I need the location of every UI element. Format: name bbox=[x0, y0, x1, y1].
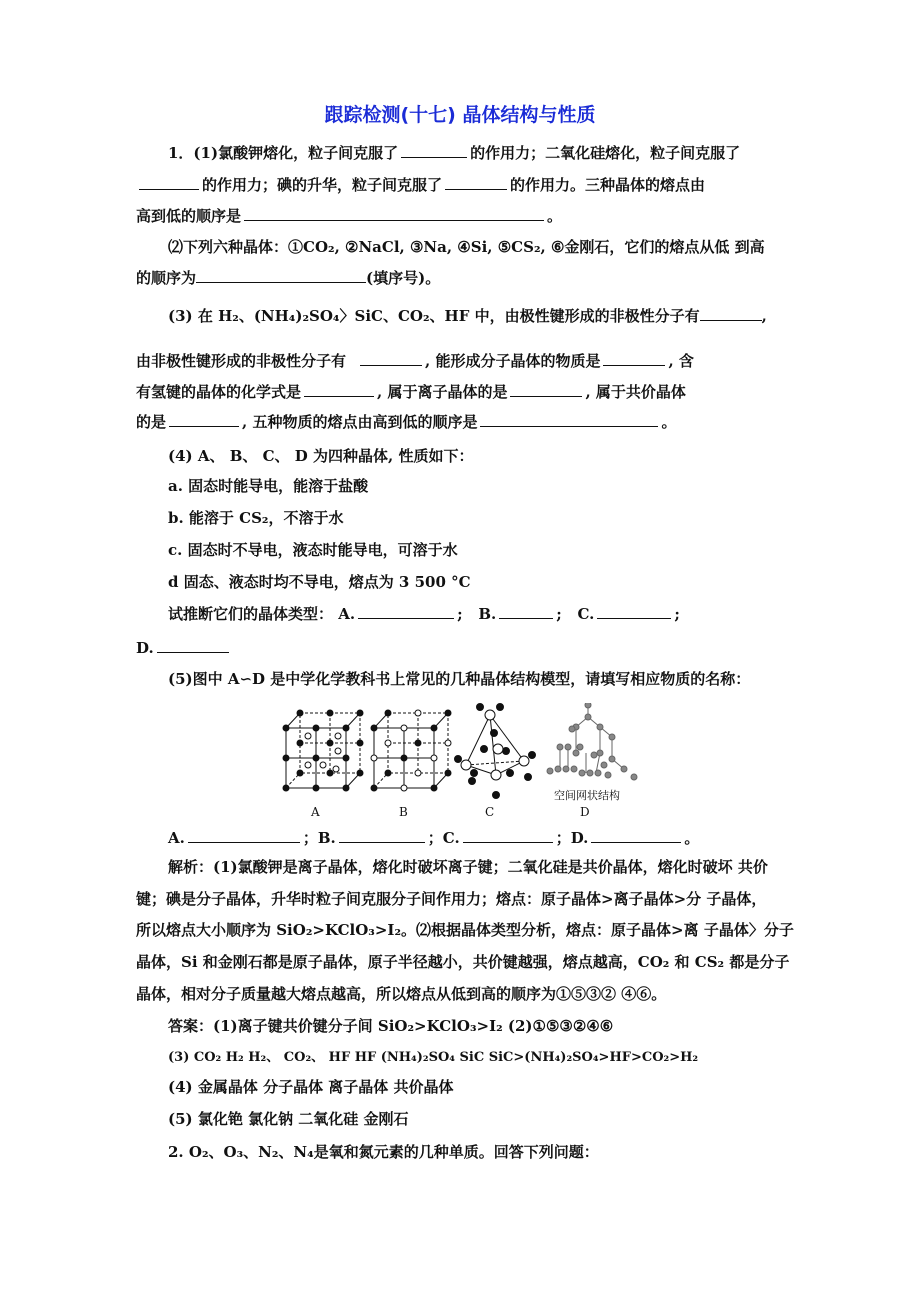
analysis-line-4: 晶体，Si 和金刚石都是原子晶体，原子半径越小，共价键越强，熔点越高，CO₂ 和 CS₂ 都是分子 bbox=[136, 953, 790, 971]
text: (填序号)。 bbox=[366, 269, 441, 287]
blank-4D[interactable] bbox=[157, 638, 229, 653]
text: (3) 在 H₂、(NH₄)₂SO₄〉SiC、CO₂、HF 中，由极性键形成的非极性分子有 bbox=[168, 307, 700, 325]
fig-label-C: C bbox=[485, 805, 495, 819]
text: , 属于离子晶体的是 bbox=[377, 383, 508, 401]
label-D: D. bbox=[136, 639, 154, 657]
q1-p1-line3 bbox=[136, 206, 796, 226]
text: 有氢键的晶体的化学式是 bbox=[136, 383, 302, 401]
answer-label: 答案： bbox=[168, 1017, 214, 1035]
answer-line-1 bbox=[168, 1016, 828, 1036]
q1-p5-answers bbox=[168, 828, 828, 848]
analysis-line-5: 晶体，相对分子质量越大熔点越高，所以熔点从低到高的顺序为①⑤③② ④⑥。 bbox=[136, 985, 667, 1003]
label-C: C. bbox=[577, 605, 595, 623]
text: , 能形成分子晶体的物质是 bbox=[425, 352, 601, 370]
label-D: ；D. bbox=[555, 829, 589, 847]
text: 的是 bbox=[136, 413, 167, 431]
text: 。 bbox=[684, 829, 700, 847]
blank-7[interactable] bbox=[360, 351, 422, 366]
answer-line-3: (3) CO₂ H₂ H₂、 CO₂、 HF HF (NH₄)₂SO₄ SiC SiC>(NH₄)₂SO₄>HF>CO₂>H₂ bbox=[168, 1050, 699, 1065]
blank-9[interactable] bbox=[304, 382, 374, 397]
blank-2[interactable] bbox=[139, 175, 199, 190]
model-B bbox=[371, 710, 451, 791]
text: ; bbox=[674, 605, 680, 623]
blank-4A[interactable] bbox=[358, 604, 454, 619]
q1-p5-intro: (5)图中 A∽D 是中学化学教科书上常见的几种晶体结构模型，请填写相应物质的名称： bbox=[168, 670, 751, 688]
q1-p2-line2 bbox=[136, 268, 796, 288]
text: 。 bbox=[661, 413, 677, 431]
text: 1．(1)氯酸钾熔化，粒子间克服了 bbox=[168, 144, 399, 162]
blank-5D[interactable] bbox=[591, 828, 681, 843]
text: 高到低的顺序是 bbox=[136, 207, 242, 225]
blank-3[interactable] bbox=[445, 175, 507, 190]
text: , 含 bbox=[668, 352, 694, 370]
blank-4B[interactable] bbox=[499, 604, 553, 619]
text: 由非极性键形成的非极性分子有 bbox=[136, 352, 347, 370]
q1-p3-line3 bbox=[136, 382, 796, 402]
answer-line-4: (4) 金属晶体 分子晶体 离子晶体 共价晶体 bbox=[168, 1078, 454, 1096]
label-B: ；B. bbox=[302, 829, 336, 847]
text: ; bbox=[457, 605, 463, 623]
q1-p3-line1 bbox=[168, 306, 828, 326]
blank-5B[interactable] bbox=[339, 828, 425, 843]
text: 。 bbox=[547, 207, 563, 225]
blank-11[interactable] bbox=[169, 412, 239, 427]
label-A: A. bbox=[168, 829, 185, 847]
blank-4[interactable] bbox=[244, 206, 544, 221]
blank-5C[interactable] bbox=[463, 828, 553, 843]
label-C: ；C. bbox=[427, 829, 460, 847]
page-title: 跟踪检测(十七) 晶体结构与性质 bbox=[324, 104, 596, 126]
blank-10[interactable] bbox=[510, 382, 582, 397]
text: 试推断它们的晶体类型： bbox=[168, 605, 334, 623]
crystal-structures-figure bbox=[278, 703, 638, 819]
blank-6[interactable] bbox=[700, 306, 762, 321]
label-A: A. bbox=[338, 605, 356, 623]
blank-5A[interactable] bbox=[188, 828, 300, 843]
blank-12[interactable] bbox=[480, 412, 658, 427]
text: , 属于共价晶体 bbox=[585, 383, 686, 401]
model-D bbox=[547, 703, 637, 780]
text: (1)氯酸钾是离子晶体，熔化时破坏离子键；二氧化硅是共价晶体，熔化时破坏 共价 bbox=[213, 858, 768, 876]
analysis-label: 解析： bbox=[168, 858, 214, 876]
text: , bbox=[761, 307, 767, 325]
q1-p4-d: d 固态、液态时均不导电，熔点为 3 500 °C bbox=[168, 573, 471, 591]
q1-p4-d-line bbox=[136, 638, 796, 658]
q1-p4-ask bbox=[168, 604, 828, 624]
analysis-line-2: 键；碘是分子晶体，升华时粒子间克服分子间作用力；熔点：原子晶体>离子晶体>分 子晶体， bbox=[136, 890, 767, 908]
model-A bbox=[283, 710, 363, 791]
label-B: B. bbox=[478, 605, 497, 623]
q2-intro: 2. O₂、O₃、N₂、N₄是氧和氮元素的几种单质。回答下列问题： bbox=[168, 1143, 599, 1161]
q1-p1-line2 bbox=[136, 175, 796, 195]
q1-p1-line1 bbox=[168, 143, 828, 163]
fig-caption-D: 空间网状结构 bbox=[554, 789, 620, 802]
text: (1)离子键共价键分子间 SiO₂>KClO₃>I₂ (2)①⑤③②④⑥ bbox=[213, 1017, 614, 1035]
text: , 五种物质的熔点由高到低的顺序是 bbox=[242, 413, 478, 431]
q1-p4-b: b. 能溶于 CS₂，不溶于水 bbox=[168, 509, 344, 527]
blank-8[interactable] bbox=[603, 351, 665, 366]
fig-label-D: D bbox=[580, 805, 590, 819]
q1-p4-a: a. 固态时能导电，能溶于盐酸 bbox=[168, 477, 369, 495]
text: 的作用力。三种晶体的熔点由 bbox=[510, 176, 706, 194]
blank-1[interactable] bbox=[401, 143, 467, 158]
analysis-line-1 bbox=[168, 857, 828, 877]
q1-p4-intro: (4) A、 B、 C、 D 为四种晶体, 性质如下： bbox=[168, 447, 474, 465]
analysis-line-3: 所以熔点大小顺序为 SiO₂>KClO₃>I₂。⑵根据晶体类型分析，熔点：原子晶体>离 子晶体〉分子 bbox=[136, 921, 794, 939]
q1-p4-c: c. 固态时不导电，液态时能导电，可溶于水 bbox=[168, 541, 458, 559]
model-C bbox=[455, 704, 536, 799]
q1-p3-line4 bbox=[136, 412, 796, 432]
text: 的作用力；碘的升华，粒子间克服了 bbox=[202, 176, 443, 194]
text: 的作用力；二氧化硅熔化，粒子间克服了 bbox=[470, 144, 741, 162]
blank-4C[interactable] bbox=[597, 604, 671, 619]
text: ; bbox=[556, 605, 562, 623]
text: 的顺序为 bbox=[136, 269, 197, 287]
q1-p3-line2 bbox=[136, 351, 796, 371]
fig-label-B: B bbox=[399, 805, 408, 819]
blank-5[interactable] bbox=[196, 268, 366, 283]
q1-p2-line1: ⑵下列六种晶体：①CO₂, ②NaCl, ③Na, ④Si, ⑤CS₂, ⑥金刚石，它们的熔点从低 到高 bbox=[168, 238, 765, 256]
fig-label-A: A bbox=[311, 805, 320, 819]
answer-line-5: (5) 氯化铯 氯化钠 二氧化硅 金刚石 bbox=[168, 1110, 409, 1128]
